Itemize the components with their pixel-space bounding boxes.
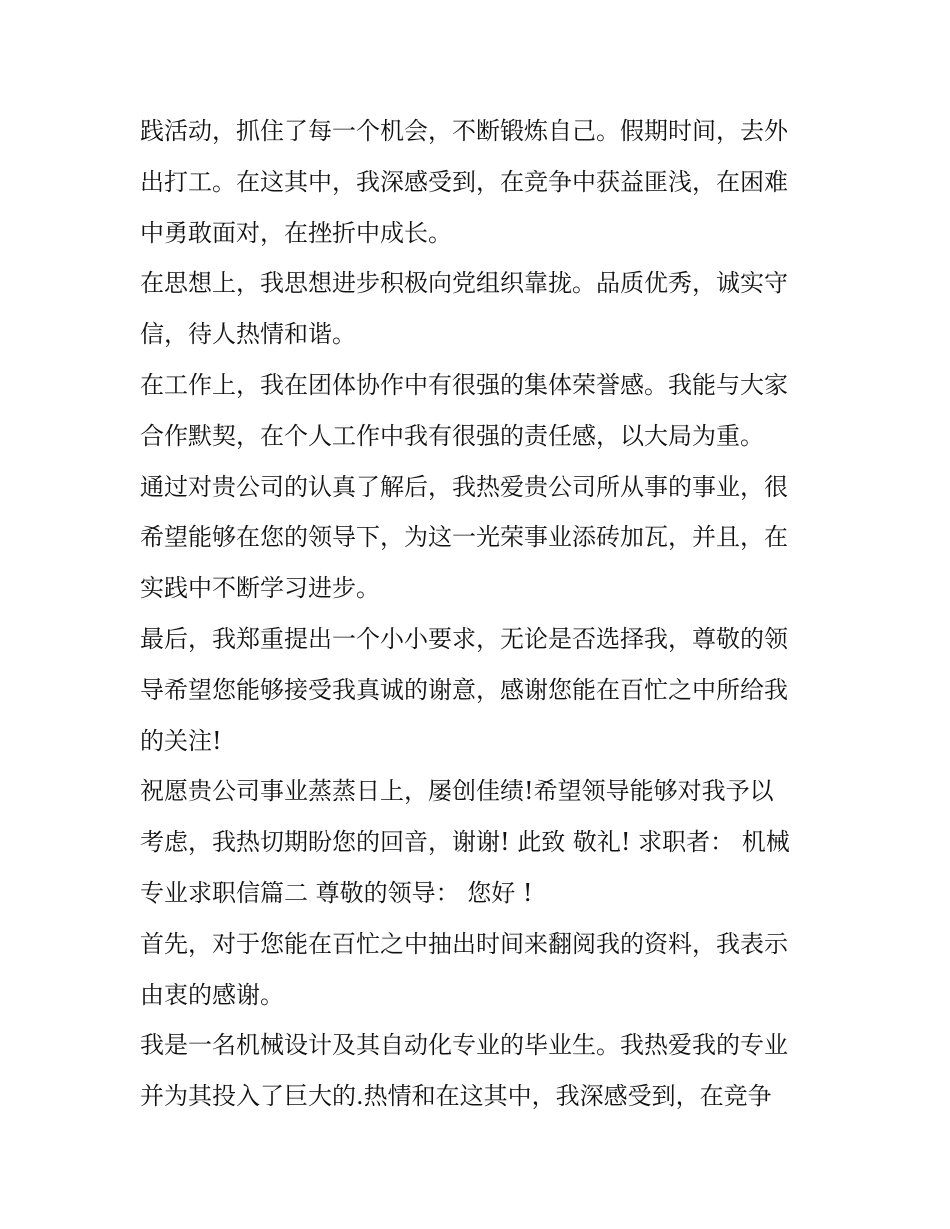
text-line: 实践中不断学习进步。 (140, 574, 380, 603)
document-body (140, 106, 820, 1122)
text-line: 由衷的感谢。 (140, 980, 284, 1009)
text-line: 出打工。在这其中，我深感受到，在竞争中获益匪浅，在困难 (140, 167, 788, 196)
text-line: 在思想上，我思想进步积极向党组织靠拢。品质优秀，诚实守 (140, 269, 788, 298)
text-line: 我是一名机械设计及其自动化专业的毕业生。我热爱我的专业 (140, 1031, 788, 1060)
text-line: 专业求职信篇二 尊敬的领导： 您好 ! (140, 878, 533, 907)
text-line: 并为其投入了巨大的.热情和在这其中，我深感受到，在竞争 (140, 1082, 772, 1111)
text-line: 合作默契，在个人工作中我有很强的责任感，以大局为重。 (140, 421, 764, 450)
text-line: 最后，我郑重提出一个小小要求，无论是否选择我，尊敬的领 (140, 624, 788, 653)
text-line: 信，待人热情和谐。 (140, 320, 356, 349)
text-line: 的关注! (140, 726, 222, 755)
text-line: 首先，对于您能在百忙之中抽出时间来翻阅我的资料，我表示 (140, 929, 788, 958)
text-line: 希望能够在您的领导下，为这一光荣事业添砖加瓦，并且，在 (140, 523, 788, 552)
text-line: 祝愿贵公司事业蒸蒸日上，屡创佳绩!希望领导能够对我予以 (140, 777, 774, 806)
text-line: 践活动，抓住了每一个机会，不断锻炼自己。假期时间，去外 (140, 117, 788, 145)
text-line: 考虑，我热切期盼您的回音，谢谢! 此致 敬礼! 求职者： 机械 (140, 828, 790, 857)
text-line: 中勇敢面对，在挫折中成长。 (140, 218, 452, 247)
text-line: 导希望您能够接受我真诚的谢意，感谢您能在百忙之中所给我 (140, 675, 788, 704)
text-line: 通过对贵公司的认真了解后，我热爱贵公司所从事的事业，很 (140, 472, 788, 501)
text-line: 在工作上，我在团体协作中有很强的集体荣誉感。我能与大家 (140, 370, 788, 399)
